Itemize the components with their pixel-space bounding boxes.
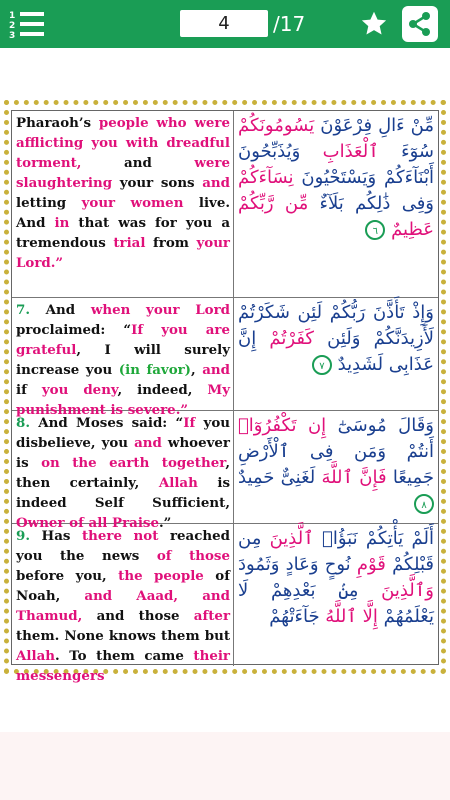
english-translation [16,113,230,273]
text-segment: Pharaoh’s [16,115,99,131]
text-segment: and Thamud, [16,588,230,624]
text-segment: مِن قَبْلِكُمْ [238,528,434,575]
text-segment: وَلَئِن [314,328,361,349]
text-segment: and Aaad, [84,588,203,604]
text-segment: وَٱلَّذِينَ [358,580,435,601]
text-segment: and [134,435,168,451]
page-total-label: /17 [273,12,306,36]
english-translation [16,413,230,533]
text-segment: ٱلْعَذَابِ [300,141,379,162]
text-segment: أَنتُمْ [386,441,434,462]
text-segment: and those [96,608,194,624]
text-segment: Owner of all Praise [16,515,159,531]
ayah-marker: ٦ [365,220,385,240]
text-segment: نِسَآءَكُمْ [238,167,294,188]
text-segment: If [183,415,204,431]
text-segment: لَغَنِىٌّ حَمِيدٌ [238,467,316,488]
text-segment: إِن تَكْفُرُوٓا۟ [238,415,327,436]
text-segment: in [54,215,79,231]
column-divider [233,111,234,297]
text-segment: Allah [158,475,218,491]
text-segment: وَمَن فِى ٱلْأَرْضِ جَمِيعًا [238,441,434,488]
text-segment: إِنَّ عَذَابِى لَشَدِيدٌ [238,328,434,375]
text-segment: of [156,548,190,564]
text-segment: and [124,155,195,171]
text-segment: their messengers [16,648,230,684]
column-divider [233,524,234,666]
text-segment: and [202,362,230,378]
verse-row [12,111,438,298]
text-segment: , then certainly, [16,455,230,491]
text-segment: سُوٓءَ [378,141,434,162]
text-segment: وَفِى ذَٰلِكُم بَلَآءٌ [308,193,435,214]
ayah-marker: ٨ [414,494,434,514]
english-translation [16,526,230,686]
text-segment: , I will surely increase you [16,342,230,378]
text-segment: If you [131,322,206,338]
text-segment: وَيَسْتَحْيُونَ [293,167,377,188]
arabic-verse-text [238,113,434,243]
bottom-blank-area [0,732,450,800]
column-divider [233,411,234,523]
text-segment: لَا يَعْلَمُهُمْ [238,580,434,627]
arabic-verse-text [238,526,434,630]
arabic-verse-text [238,300,434,378]
text-segment: that was for you a tremendous [16,215,230,251]
text-segment: فَإِنَّ [353,467,387,488]
column-divider [233,298,234,410]
text-segment: (in favor) [118,362,192,378]
text-segment: whoever is [16,435,230,471]
text-segment: is indeed Self Sufficient, [16,475,230,511]
text-segment: there not [81,528,170,544]
text-segment: .” [158,515,172,531]
text-segment: after [193,608,230,624]
text-segment: ٱلَّذِينَ [261,528,314,549]
text-segment: قَوْمِ [350,554,386,575]
text-segment: Allah [16,648,55,664]
text-segment: before you, [16,568,119,584]
text-segment: your women [81,195,199,211]
text-segment: when [90,302,147,318]
text-segment: proclaimed: “ [16,322,132,338]
text-segment: , [191,362,203,378]
text-segment: لَأَزِيدَنَّكُمْ [360,328,434,349]
text-segment: trial [113,235,153,251]
svg-text:2: 2 [9,21,16,31]
verse-number: 7. [16,302,30,318]
text-segment: يَسُومُونَكُمْ [238,115,315,136]
text-segment: if [16,382,42,398]
text-segment: and [202,175,230,191]
text-segment: وَيُذَبِّحُونَ [238,141,301,162]
text-segment: وَإِذْ تَأَذَّنَ رَبُّكُمْ [322,302,434,323]
text-segment: reached you the news [16,528,230,564]
svg-text:3: 3 [9,31,16,40]
page-number-input[interactable]: 4 [180,10,268,37]
verse-row [12,524,438,684]
text-segment: on the earth together [41,455,226,471]
text-segment: your sons [119,175,203,191]
text-segment: letting [16,195,82,211]
text-segment: أَلَمْ يَأْتِكُمْ [357,528,434,549]
text-segment: كَفَرْتُمْ [256,328,314,349]
text-segment: you deny [41,382,118,398]
top-toolbar [0,0,450,48]
text-segment: live. And [16,195,231,231]
verse-number: 9. [16,528,30,544]
text-segment: you disbelieve, you [16,415,230,451]
share-icon [402,6,438,42]
verse-row [12,411,438,531]
text-segment: Has [29,528,82,544]
text-segment: مِنۢ بَعْدِهِمْ [248,580,359,601]
text-segment: مِّنْ ءَالِ فِرْعَوْنَ [314,115,434,136]
text-segment: مِّن رَّبِّكُمْ عَظِيمٌ [238,193,434,240]
translation-table [11,110,439,684]
text-segment: , indeed, [117,382,208,398]
text-segment: your Lord.” [16,235,230,271]
verse-number: 8. [16,415,30,431]
text-segment: إِلَّا ٱللَّهُ [319,606,378,627]
text-segment: those [189,548,230,564]
arabic-verse-text [238,413,434,517]
text-segment: is severe.” [110,402,189,418]
verse-row [12,298,438,418]
text-segment: with dreadful torment, [16,135,230,171]
text-segment: from [153,235,197,251]
text-segment: ٱللَّهَ [315,467,354,488]
text-segment: . To them came [54,648,194,664]
text-segment: your Lord [146,302,230,318]
text-segment: جَآءَتْهُمْ [269,606,320,627]
text-segment: you [91,135,126,151]
share-button[interactable] [402,6,438,42]
text-segment: My punishment [16,382,230,418]
text-segment: نُوحٍ وَعَادٍ وَثَمُودَ [238,554,351,575]
text-segment: أَبْنَآءَكُمْ [376,167,434,188]
text-segment: And [29,302,91,318]
text-segment: are grateful [16,322,230,358]
text-segment: the people [118,568,216,584]
text-segment: وَقَالَ مُوسَىٰٓ [326,415,434,436]
text-segment: them. None knows them but [16,628,230,644]
text-segment: And Moses said: “ [29,415,184,431]
text-segment: لَئِن شَكَرْتُمْ [238,302,323,323]
text-segment: of Noah, [16,568,230,604]
svg-text:1: 1 [9,11,16,21]
english-translation [16,300,230,420]
text-segment: نَبَؤُا۟ [313,528,358,549]
ayah-marker: ٧ [312,355,332,375]
bookmark-star-icon[interactable] [360,10,388,38]
numbered-list-icon[interactable] [8,8,48,40]
text-segment: were slaughtering [16,155,231,191]
text-segment: people who were afflicting [16,115,230,151]
